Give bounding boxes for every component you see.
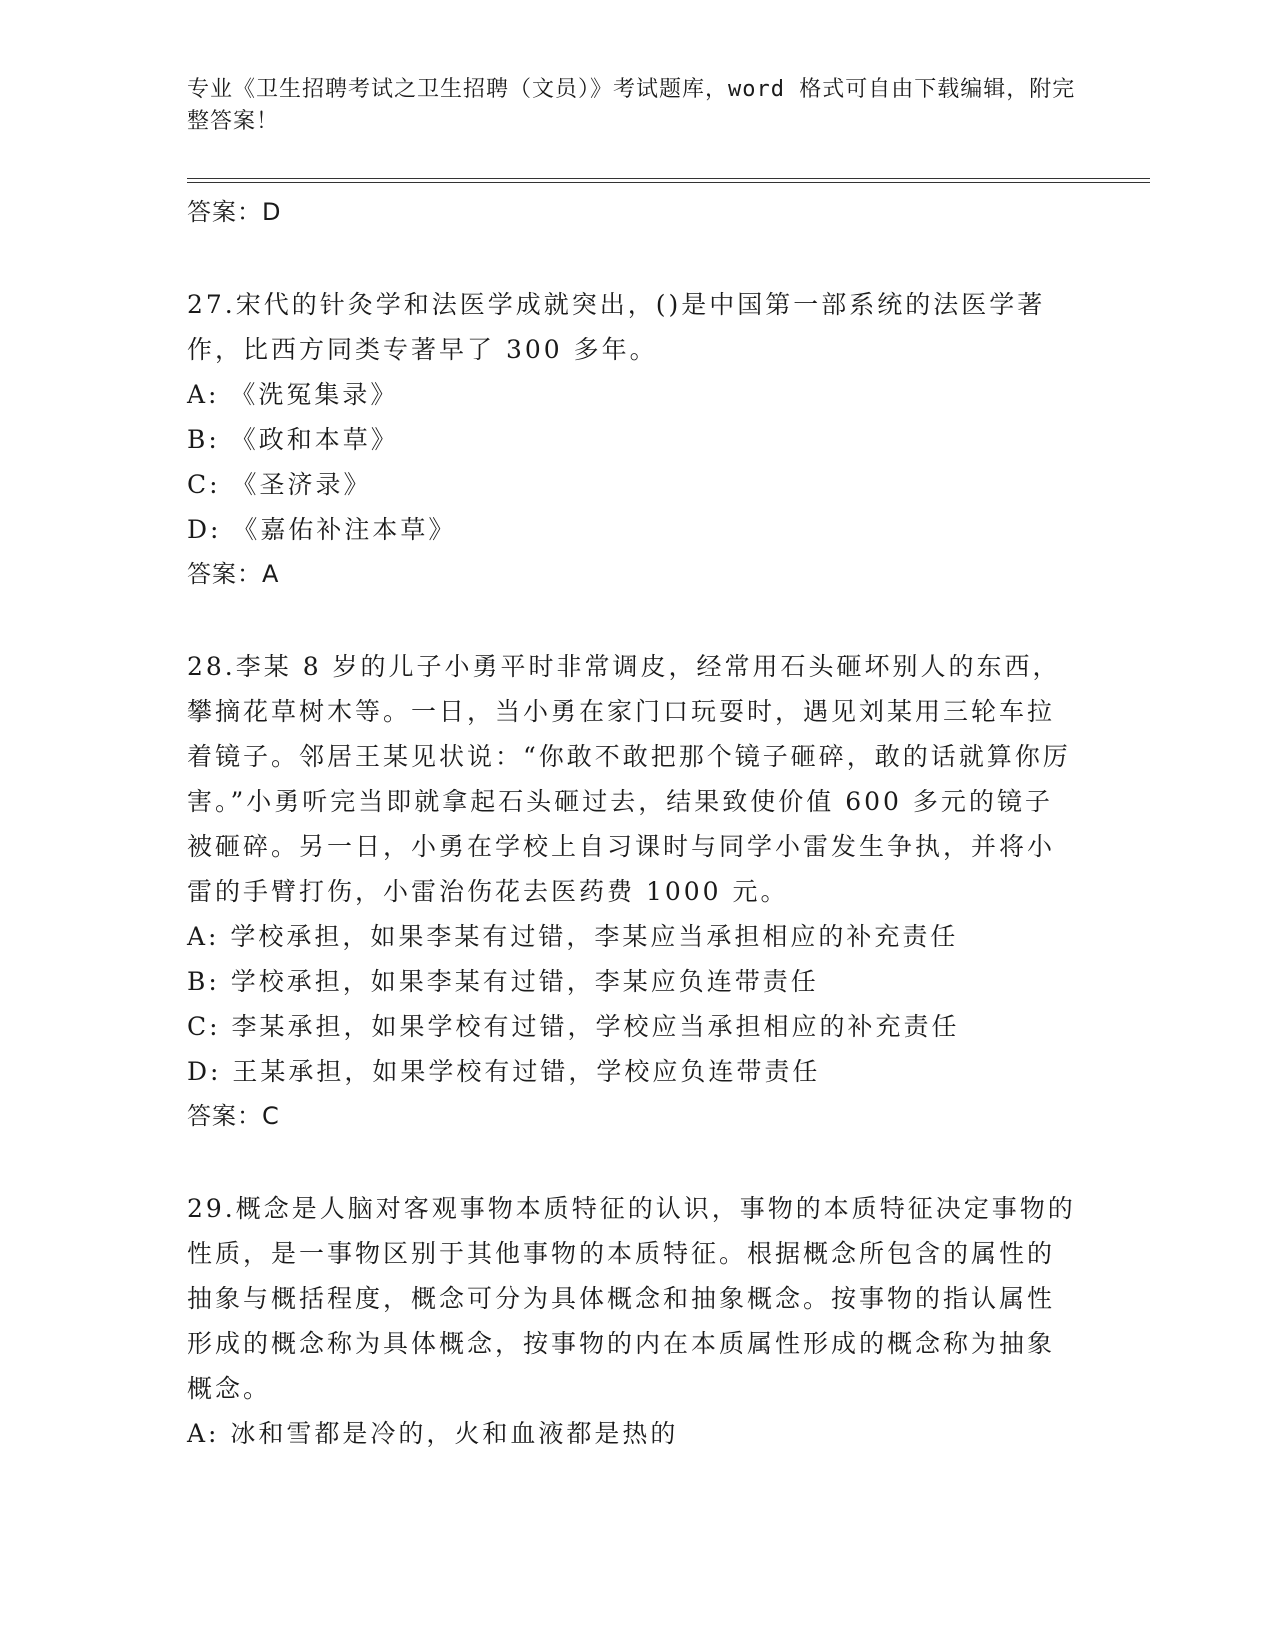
option-a: A: 学校承担，如果李某有过错，李某应当承担相应的补充责任 bbox=[187, 922, 959, 951]
option-a: A: 冰和雪都是冷的，火和血液都是热的 bbox=[187, 1419, 679, 1448]
option-c: C: 李某承担，如果学校有过错，学校应当承担相应的补充责任 bbox=[187, 1012, 960, 1041]
question-block bbox=[187, 644, 1077, 1138]
option-b: B: 学校承担，如果李某有过错，李某应负连带责任 bbox=[187, 967, 819, 996]
option-c: C: 《圣济录》 bbox=[187, 470, 372, 499]
question-text: 27.宋代的针灸学和法医学成就突出，()是中国第一部系统的法医学著作，比西方同类专著早了 300 多年。 bbox=[187, 290, 1046, 364]
option-a: A: 《洗冤集录》 bbox=[187, 380, 399, 409]
option-b: B: 《政和本草》 bbox=[187, 425, 399, 454]
header-rule-bottom bbox=[187, 182, 1150, 183]
document-body bbox=[187, 190, 1077, 1456]
answer-line: 答案：D bbox=[187, 198, 282, 226]
answer-line: 答案：C bbox=[187, 1102, 280, 1130]
question-text: 28.李某 8 岁的儿子小勇平时非常调皮，经常用石头砸坏别人的东西，攀摘花草树木等。一日，当小勇在家门口玩耍时，遇见刘某用三轮车拉着镜子。邻居王某见状说：“你敢不敢把那个镜子砸碎，敢的话就算你厉害。”小勇听完当即就拿起石头砸过去，结果致使价值 600 多元的镜子被砸碎。另一日，小勇在学校上自习课时与同学小雷发生争执，并将小雷的手臂打伤，小雷治伤花去医药费 1000 元。 bbox=[187, 652, 1071, 906]
question-block bbox=[187, 1186, 1077, 1456]
option-d: D: 《嘉佑补注本草》 bbox=[187, 515, 457, 544]
question-text: 29.概念是人脑对客观事物本质特征的认识，事物的本质特征决定事物的性质，是一事物区别于其他事物的本质特征。根据概念所包含的属性的抽象与概括程度，概念可分为具体概念和抽象概念。按事物的指认属性形成的概念称为具体概念，按事物的内在本质属性形成的概念称为抽象概念。 bbox=[187, 1194, 1076, 1403]
document-header: 专业《卫生招聘考试之卫生招聘（文员）》考试题库，word 格式可自由下载编辑，附完整答案！ bbox=[187, 77, 1076, 134]
option-d: D: 王某承担，如果学校有过错，学校应负连带责任 bbox=[187, 1057, 821, 1086]
header-rule-top bbox=[187, 178, 1150, 179]
question-block bbox=[187, 282, 1077, 596]
answer-line: 答案：A bbox=[187, 560, 280, 588]
